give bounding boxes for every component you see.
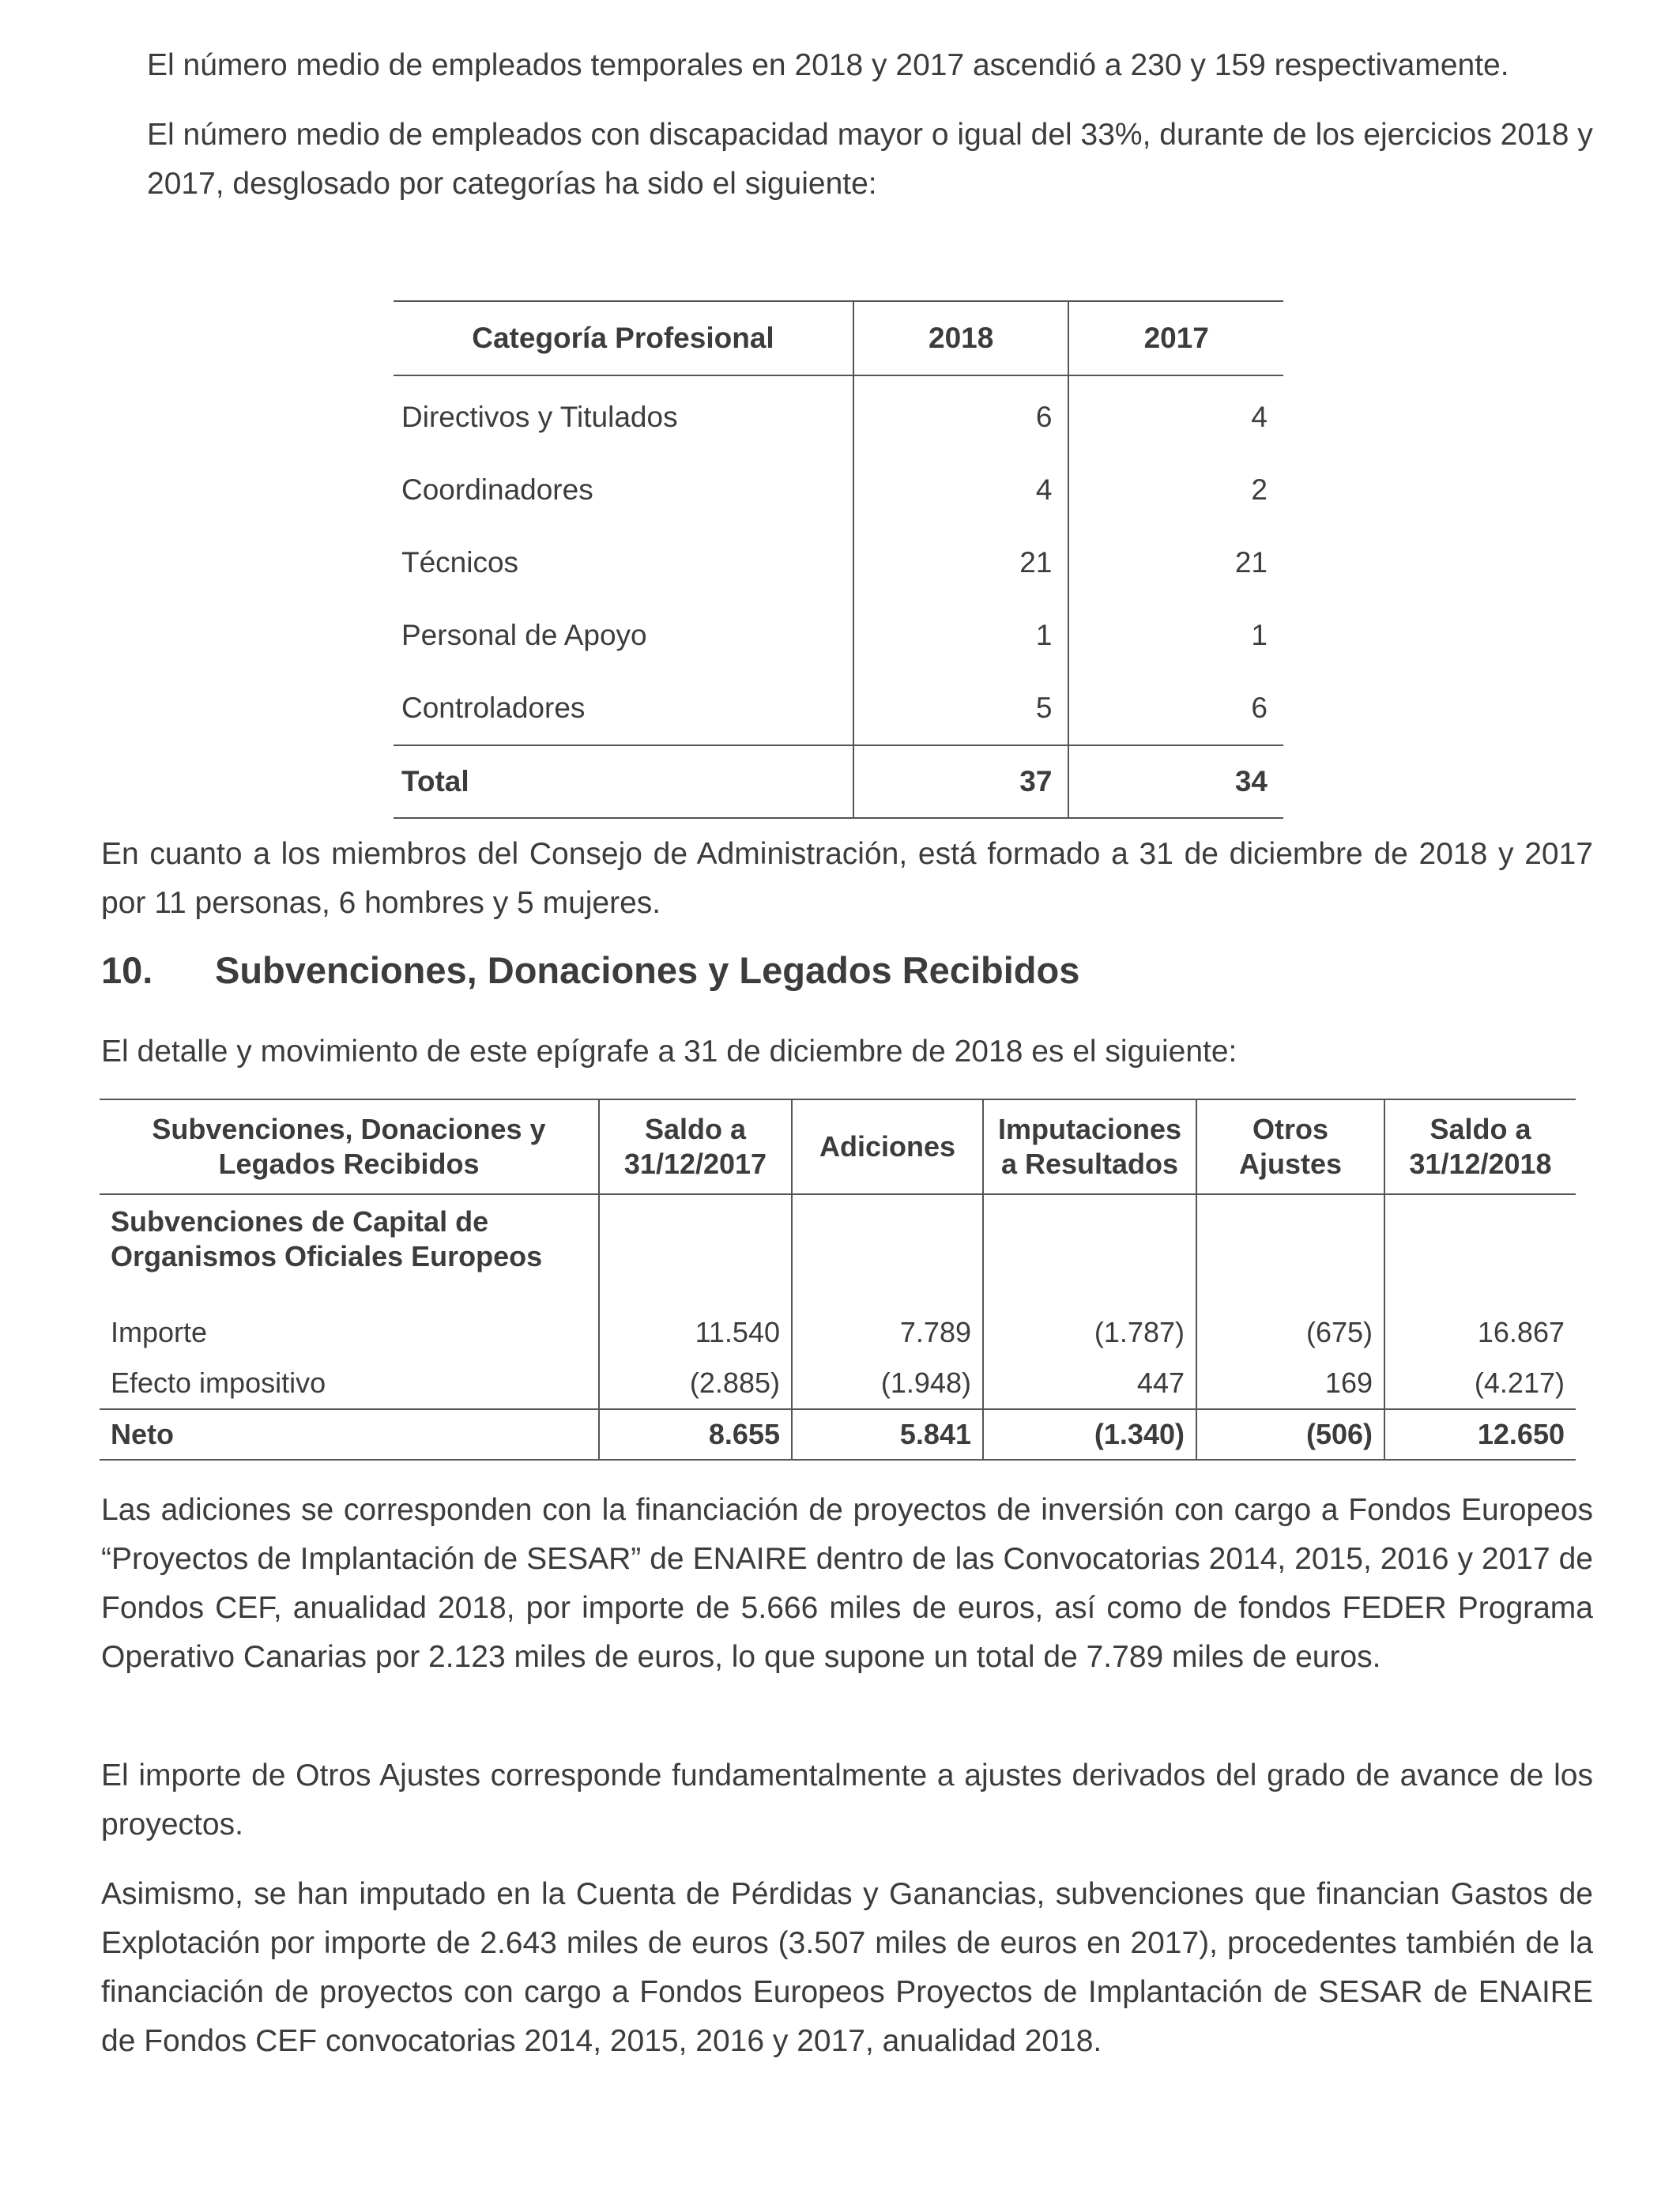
table-row [100, 1307, 1576, 1358]
table-row [100, 1358, 1576, 1409]
table-row [394, 599, 1283, 672]
row-label: Personal de Apoyo [401, 619, 647, 651]
row-label: Controladores [401, 692, 586, 724]
section-heading [101, 948, 1079, 992]
section-number: 10. [101, 949, 153, 991]
total-opening-balance: 8.655 [599, 1409, 792, 1460]
disability-employees-table [394, 300, 1283, 819]
column-header-2017: 2017 [1068, 301, 1283, 375]
column-header-concept: Subvenciones, Donaciones y Legados Recibidos [152, 1113, 546, 1180]
value-2018: 6 [853, 375, 1069, 454]
column-header-additions: Adiciones [792, 1099, 983, 1194]
value-2018: 1 [853, 599, 1069, 672]
table-total-row [100, 1409, 1576, 1460]
total-closing-balance: 12.650 [1384, 1409, 1576, 1460]
value-other-adjustments: 169 [1196, 1358, 1384, 1409]
total-2017: 34 [1068, 745, 1283, 818]
total-label: Neto [111, 1418, 174, 1450]
value-other-adjustments: (675) [1196, 1307, 1384, 1358]
value-additions: (1.948) [792, 1358, 983, 1409]
column-header-other-adjustments: Otros Ajustes [1196, 1099, 1384, 1194]
table-row [394, 375, 1283, 454]
value-2018: 21 [853, 526, 1069, 599]
subheading-label: Subvenciones de Capital de Organismos Oficiales Europeos [111, 1205, 543, 1272]
total-other-adjustments: (506) [1196, 1409, 1384, 1460]
value-2018: 5 [853, 672, 1069, 745]
value-2017: 21 [1068, 526, 1283, 599]
table-row [394, 672, 1283, 745]
row-label: Directivos y Titulados [401, 401, 678, 433]
value-closing-balance: 16.867 [1384, 1307, 1576, 1358]
paragraph-disability-intro: El número medio de empleados con discapacidad mayor o igual del 33%, durante de los ejercicios 2018 y 2017, desglosado por categorías ha sido el siguiente: [147, 118, 1593, 201]
value-2017: 2 [1068, 454, 1283, 526]
row-label: Técnicos [401, 546, 519, 579]
total-label: Total [401, 765, 469, 797]
section-title: Subvenciones, Donaciones y Legados Recibidos [215, 949, 1080, 991]
value-imputations: (1.787) [983, 1307, 1196, 1358]
table-total-row [394, 745, 1283, 818]
total-imputations: (1.340) [983, 1409, 1196, 1460]
paragraph-detail-intro: El detalle y movimiento de este epígrafe a 31 de diciembre de 2018 es el siguiente: [101, 1035, 1237, 1069]
value-2017: 1 [1068, 599, 1283, 672]
table-row [394, 526, 1283, 599]
total-2018: 37 [853, 745, 1069, 818]
column-header-imputations: Imputaciones a Resultados [983, 1099, 1196, 1194]
value-closing-balance: (4.217) [1384, 1358, 1576, 1409]
row-label: Importe [111, 1316, 208, 1348]
column-header-closing-balance: Saldo a 31/12/2018 [1384, 1099, 1576, 1194]
row-label: Coordinadores [401, 473, 593, 506]
value-additions: 7.789 [792, 1307, 983, 1358]
column-header-2018: 2018 [853, 301, 1069, 375]
value-imputations: 447 [983, 1358, 1196, 1409]
table-header-row [100, 1099, 1576, 1194]
paragraph-board-members: En cuanto a los miembros del Consejo de Administración, está formado a 31 de diciembre de 2018 y 2017 por 11 personas, 6 hombres y 5 mujeres. [101, 837, 1593, 920]
value-2017: 4 [1068, 375, 1283, 454]
paragraph-operating-grants: Asimismo, se han imputado en la Cuenta de Pérdidas y Ganancias, subvenciones que financian Gastos de Explotación por importe de 2.643 miles de euros (3.507 miles de euros en 2017), procedentes también de la financiación de proyectos con cargo a Fondos Europeos Proyectos de Implantación de SESAR de ENAIRE de Fondos CEF convocatorias 2014, 2015, 2016 y 2017, anualidad 2018. [101, 1877, 1593, 2058]
value-2018: 4 [853, 454, 1069, 526]
table-header-row [394, 301, 1283, 375]
value-2017: 6 [1068, 672, 1283, 745]
column-header-opening-balance: Saldo a 31/12/2017 [599, 1099, 792, 1194]
total-additions: 5.841 [792, 1409, 983, 1460]
paragraph-additions: Las adiciones se corresponden con la financiación de proyectos de inversión con cargo a Fondos Europeos “Proyectos de Implantación de SESAR” de ENAIRE dentro de las Convocatorias 2014, 2015, 2016 y 2017 de Fondos CEF, anualidad 2018, por importe de 5.666 miles de euros, así como de fondos FEDER Programa Operativo Canarias por 2.123 miles de euros, lo que supone un total de 7.789 miles de euros. [101, 1493, 1593, 1674]
table-subheading-row [100, 1194, 1576, 1307]
column-header-category: Categoría Profesional [472, 322, 774, 354]
value-opening-balance: (2.885) [599, 1358, 792, 1409]
table-row [394, 454, 1283, 526]
subsidies-table [100, 1099, 1576, 1461]
paragraph-temporary-employees: El número medio de empleados temporales en 2018 y 2017 ascendió a 230 y 159 respectivamente. [147, 48, 1509, 82]
value-opening-balance: 11.540 [599, 1307, 792, 1358]
paragraph-other-adjustments: El importe de Otros Ajustes corresponde fundamentalmente a ajustes derivados del grado de avance de los proyectos. [101, 1759, 1593, 1842]
row-label: Efecto impositivo [111, 1367, 326, 1399]
